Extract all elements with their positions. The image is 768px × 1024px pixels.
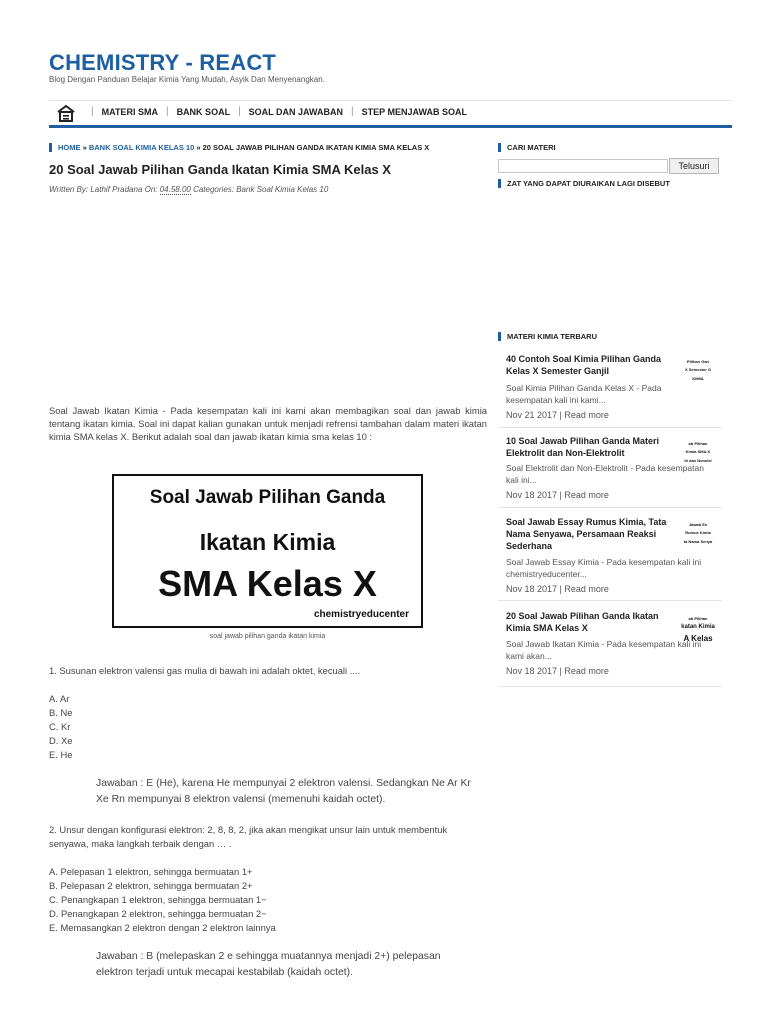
breadcrumb-home-link[interactable]: HOME [58, 143, 81, 152]
recent-post-date: Nov 21 2017 [506, 410, 558, 420]
recent-post-title[interactable]: 20 Soal Jawab Pilihan Ganda Ikatan Kimia SMA Kelas X [506, 611, 659, 633]
sidebar-recent-heading: MATERI KIMIA TERBARU [498, 332, 597, 341]
read-more-link[interactable]: Read more [564, 584, 609, 594]
image-caption: soal jawab pilihan ganda ikatan kimia [209, 633, 326, 640]
nav-item-soal-dan-jawaban[interactable]: SOAL DAN JAWABAN [248, 106, 344, 117]
breadcrumb-separator: » [194, 143, 203, 152]
recent-post-excerpt: Soal Kimia Pilihan Ganda Kelas X - Pada kesempatan kali ini kami... [506, 383, 662, 405]
question-2-text: 2. Unsur dengan konfigurasi elektron: 2, 8, 8, 2, jika akan mengikat unsur lain untuk membentuk senyawa, maka langkah terbaik dengan … . [49, 824, 448, 849]
question-2-options [49, 865, 276, 935]
image-watermark: chemistryeducenter [313, 609, 409, 620]
recent-post-meta [506, 490, 609, 500]
sidebar-search-heading: CARI MATERI [498, 143, 556, 152]
option: A. Pelepasan 1 elektron, sehingga bermuatan 1+ [49, 866, 253, 877]
post-meta [49, 185, 328, 194]
read-more-link[interactable]: Read more [564, 666, 609, 676]
option: D. Xe [49, 735, 73, 746]
recent-post-date: Nov 18 2017 [506, 666, 558, 676]
nav-item-materi-sma[interactable]: MATERI SMA [101, 106, 158, 117]
question-1-options [49, 692, 72, 762]
recent-post-thumbnail[interactable] [676, 518, 720, 556]
thumb-text: Rumus Kimia [685, 530, 711, 535]
recent-post-title[interactable]: Soal Jawab Essay Rumus Kimia, Tata Nama Senyawa, Persamaan Reaksi Sederhana [506, 517, 667, 551]
recent-post-excerpt: Soal Jawab Essay Kimia - Pada kesempatan kali ini chemistryeducenter... [506, 557, 702, 579]
thumb-text: A Kelas [683, 634, 713, 643]
image-text-line-2: Ikatan Kimia [199, 529, 336, 555]
home-icon[interactable] [56, 104, 76, 122]
recent-post-title[interactable]: 10 Soal Jawab Pilihan Ganda Materi Elektrolit dan Non-Elektrolit [506, 436, 660, 458]
question-1-answer: Jawaban : E (He), karena He mempunyai 2 elektron valensi. Sedangkan Ne Ar Kr Xe Rn mempunyai 8 elektron valensi (memenuhi kaidah octet). [96, 778, 471, 805]
post-author: Written By: Lathif Pradana On: [49, 185, 160, 194]
meta-separator: | [557, 410, 565, 420]
read-more-link[interactable]: Read more [564, 410, 609, 420]
search-button[interactable]: Telusuri [669, 158, 719, 174]
nav-divider: | [165, 106, 169, 117]
image-text-line-1: Soal Jawab Pilihan Ganda [149, 487, 386, 508]
thumb-text: Kimia SMA K [685, 449, 711, 454]
breadcrumb-current: 20 SOAL JAWAB PILIHAN GANDA IKATAN KIMIA SMA KELAS X [202, 143, 430, 152]
breadcrumb [49, 143, 429, 152]
recent-post-meta [506, 410, 609, 420]
option: B. Pelepasan 2 elektron, sehingga bermuatan 2+ [49, 880, 253, 891]
meta-separator: | [557, 490, 565, 500]
nav-item-step-menjawab-soal[interactable]: STEP MENJAWAB SOAL [361, 106, 467, 117]
post-categories: Categories: Bank Soal Kimia Kelas 10 [190, 185, 329, 194]
question-1-text: 1. Susunan elektron valensi gas mulia di bawah ini adalah oktet, kecuali .... [49, 665, 361, 676]
nav-divider: | [91, 106, 94, 117]
thumb-text: ta Nama Senya [683, 539, 713, 544]
nav-divider: | [351, 106, 354, 117]
sidebar-divider [498, 507, 722, 508]
site-description: Blog Dengan Panduan Belajar Kimia Yang Mudah, Asyik Dan Menyenangkan. [49, 75, 325, 84]
nav-accent-bar [49, 125, 732, 128]
sidebar-divider [498, 686, 722, 687]
option: E. He [49, 749, 73, 760]
thumb-text: katan Kimia [681, 624, 715, 630]
sidebar-divider [498, 600, 722, 601]
option: D. Penangkapan 2 elektron, sehingga bermuatan 2− [49, 908, 267, 919]
sidebar-widget-heading: ZAT YANG DAPAT DIURAIKAN LAGI DISEBUT [498, 179, 670, 188]
post-title: 20 Soal Jawab Pilihan Ganda Ikatan Kimia SMA Kelas X [49, 162, 391, 177]
recent-post-date: Nov 18 2017 [506, 490, 558, 500]
breadcrumb-category-link[interactable]: BANK SOAL KIMIA KELAS 10 [88, 143, 195, 152]
search-input[interactable] [498, 159, 668, 173]
thumb-text: KIMIA [692, 376, 704, 381]
nav-menu [83, 106, 467, 117]
nav-item-bank-soal[interactable]: BANK SOAL [176, 106, 231, 117]
option: B. Ne [49, 707, 73, 718]
read-more-link[interactable]: Read more [564, 490, 609, 500]
option: E. Memasangkan 2 elektron dengan 2 elektron lainnya [49, 922, 276, 933]
post-time: 04.58.00 [159, 185, 191, 194]
thumb-text: Jawab Es [688, 522, 708, 527]
thumb-text: ab Pilihan [688, 616, 708, 621]
option: A. Ar [49, 693, 70, 704]
recent-post-title[interactable]: 40 Contoh Soal Kimia Pilihan Ganda Kelas X Semester Ganjil [506, 354, 662, 376]
main-navigation [49, 100, 732, 128]
nav-divider: | [238, 106, 241, 117]
recent-post-date: Nov 18 2017 [506, 584, 558, 594]
site-title[interactable]: CHEMISTRY - REACT [49, 50, 277, 75]
option: C. Kr [49, 721, 71, 732]
thumb-text: Pilihan Gan [686, 359, 709, 364]
sidebar-divider [498, 427, 722, 428]
thumb-text: ab Pilihan [688, 441, 708, 446]
meta-separator: | [557, 584, 565, 594]
post-intro: Soal Jawab Ikatan Kimia - Pada kesempatan kali ini kami akan membagikan soal dan jawab kimia tentang ikatan kimia. Soal ini dapat kalian gunakan untuk menjadi refrensi tambahan dalam materi ikatan kimia SMA kelas X. Berikut adalah soal dan jawab ikatan kimia sma kelas 10 : [49, 405, 487, 442]
post-featured-image [112, 474, 423, 628]
recent-post-excerpt: Soal Jawab Ikatan Kimia - Pada kesempatan kali ini kami akan... [506, 639, 702, 661]
recent-post-excerpt: Soal Elektrolit dan Non-Elektrolit - Pada kesempatan kali ini... [506, 463, 704, 485]
question-2-answer: Jawaban : B (melepaskan 2 e sehingga muatannya menjadi 2+) pelepasan elektron terjadi untuk mecapai kestabilab (kaidah octet). [96, 951, 441, 978]
recent-post-meta [506, 666, 609, 676]
recent-post-meta [506, 584, 609, 594]
image-text-line-3: SMA Kelas X [158, 563, 377, 604]
thumb-text: lit dan Nonelel [684, 458, 712, 463]
thumb-text: X Semester G [684, 367, 711, 372]
option: C. Penangkapan 1 elektron, sehingga bermuatan 1− [49, 894, 267, 905]
breadcrumb-separator: » [80, 143, 89, 152]
meta-separator: | [557, 666, 565, 676]
